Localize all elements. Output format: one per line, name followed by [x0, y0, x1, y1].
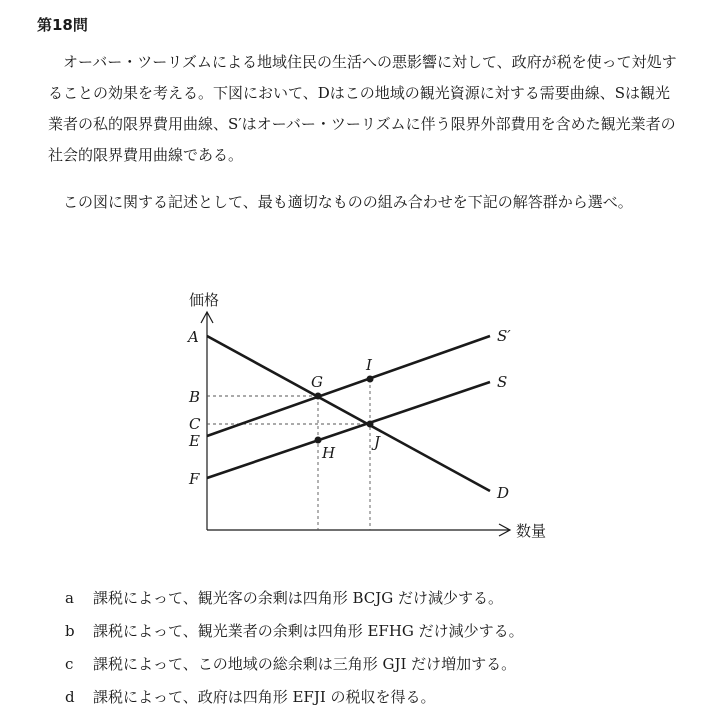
option-d-letter: d: [65, 688, 75, 706]
price-label-f: F: [189, 470, 200, 488]
point-g-dot: [315, 393, 322, 400]
question-paragraph-1: オーバー・ツーリズムによる地域住民の生活への悪影響に対して、政府が税を使って対処することの効果を考える。下図において、Dはこの地域の観光資源に対する需要曲線、Sは観光業者の私的限界費用曲線、S′はオーバー・ツーリズムに伴う限界外部費用を含めた観光業者の社会的限界費用曲線である。: [48, 53, 677, 164]
option-b[interactable]: [65, 621, 524, 641]
price-label-c: C: [189, 415, 201, 433]
curve-label-d: D: [497, 484, 510, 502]
option-c-letter: c: [65, 655, 74, 673]
price-label-b: B: [189, 388, 201, 406]
question-title: 第18問: [37, 16, 88, 34]
curve-label-s: S: [497, 373, 508, 391]
point-h-dot: [315, 437, 322, 444]
option-b-text: 課税によって、観光業者の余剰は四角形 EFHG だけ減少する。: [93, 622, 524, 640]
point-label-g: G: [311, 373, 323, 391]
y-axis-label: 価格: [189, 291, 220, 309]
point-label-i: I: [366, 356, 372, 374]
supply-demand-figure: [0, 270, 722, 570]
social-cost-curve-s-prime: [207, 336, 490, 436]
demand-curve-d: [207, 336, 490, 491]
option-a[interactable]: [65, 588, 503, 608]
option-d[interactable]: [65, 687, 436, 707]
point-j-dot: [367, 421, 374, 428]
option-b-letter: b: [65, 622, 75, 640]
option-a-text: 課税によって、観光客の余剰は四角形 BCJG だけ減少する。: [93, 589, 504, 607]
option-c-text: 課税によって、この地域の総余剰は三角形 GJI だけ増加する。: [93, 655, 517, 673]
x-axis-label: 数量: [516, 522, 547, 540]
option-d-text: 課税によって、政府は四角形 EFJI の税収を得る。: [93, 688, 436, 706]
point-i-dot: [367, 376, 374, 383]
price-label-a: A: [188, 328, 199, 346]
option-a-letter: a: [65, 589, 74, 607]
point-label-j: J: [374, 433, 381, 451]
price-label-e: E: [189, 432, 200, 450]
question-paragraph-2: この図に関する記述として、最も適切なものの組み合わせを下記の解答群から選べ。: [63, 193, 633, 211]
point-label-h: H: [322, 444, 336, 462]
curve-label-s-prime: S′: [497, 327, 511, 345]
option-c[interactable]: [65, 654, 516, 674]
